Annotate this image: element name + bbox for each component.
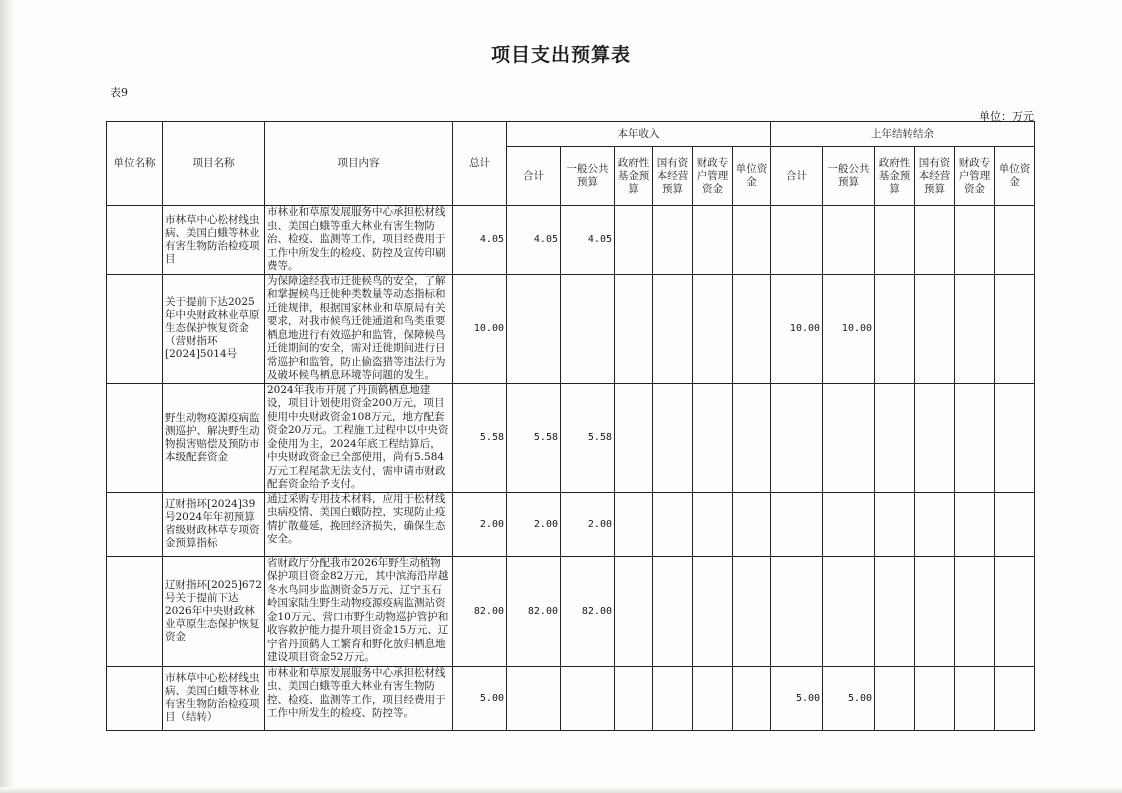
unit-name-cell [107,556,163,666]
cy-general-cell: 2.00 [561,492,615,556]
py-unit-cell [995,556,1035,666]
py-subtotal-cell [771,492,823,556]
cy-gov-fund-cell [615,383,653,492]
project-name-cell: 市林草中心松材线虫病、美国白蛾等林业有害生物防治检疫项目 [163,206,265,275]
py-gov-fund-cell [875,556,915,666]
project-content-cell: 市林业和草原发展服务中心承担松材线虫、美国白蛾等重大林业有害生物防控、检疫、监测等工作，项目经费用于工作中所发生的检疫、防控等。 [265,666,453,730]
scan-page-bottom-edge [0,787,1122,793]
py-state-cell [915,206,955,275]
project-name-cell: 市林草中心松材线虫病、美国白蛾等林业有害生物防治检疫项目（结转） [163,666,265,730]
py-unit-cell [995,666,1035,730]
header-project-name: 项目名称 [163,122,265,206]
unit-name-cell [107,666,163,730]
cy-unit-cell [733,274,771,383]
project-name-cell: 关于提前下达2025年中央财政林业草原生态保护恢复资金（营财指环[2024]5014号 [163,274,265,383]
py-gov-fund-cell [875,383,915,492]
py-gov-fund-cell [875,666,915,730]
unit-label: 单位：万元 [979,110,1034,123]
table-row [107,206,1035,275]
table-number: 表9 [110,86,128,99]
py-general-cell [823,383,875,492]
py-unit-cell [995,492,1035,556]
cy-state-cell [653,492,693,556]
project-content-cell: 市林业和草原发展服务中心承担松材线虫、美国白蛾等重大林业有害生物防治、检疫、监测等工作，项目经费用于工作中所发生的检疫、防控及宣传印刷费等。 [265,206,453,275]
cy-state-cell [653,383,693,492]
unit-name-cell [107,492,163,556]
project-name-cell: 野生动物疫源疫病监测巡护、解决野生动物损害赔偿及预防市本级配套资金 [163,383,265,492]
header-cy-subtotal: 合计 [507,147,561,206]
header-cy-gov-fund: 政府性基金预算 [615,147,653,206]
total-cell: 4.05 [453,206,507,275]
cy-state-cell [653,206,693,275]
cy-gov-fund-cell [615,492,653,556]
cy-unit-cell [733,206,771,275]
total-cell: 5.00 [453,666,507,730]
cy-state-cell [653,666,693,730]
py-subtotal-cell [771,206,823,275]
cy-general-cell [561,274,615,383]
cy-state-cell [653,274,693,383]
unit-name-cell [107,274,163,383]
project-content-cell: 省财政厅分配我市2026年野生动植物保护项目资金82万元，其中滨海沿岸越冬水鸟同步监测资金5万元、辽宁玉石岭国家陆生野生动物疫源疫病监测站资金10万元、营口市野生动物巡护管护和收容救护能力提升项目资金15万元、辽宁省丹顶鹤人工繁育和野化放归栖息地建设项目资金52万元。 [265,556,453,666]
py-fiscal-cell [955,206,995,275]
header-total: 总计 [453,122,507,206]
py-fiscal-cell [955,666,995,730]
total-cell: 5.58 [453,383,507,492]
cy-general-cell: 5.58 [561,383,615,492]
table-body [107,206,1035,731]
header-cy-general-public: 一般公共预算 [561,147,615,206]
cy-subtotal-cell: 2.00 [507,492,561,556]
unit-name-cell [107,206,163,275]
table-row [107,556,1035,666]
cy-unit-cell [733,492,771,556]
py-subtotal-cell: 10.00 [771,274,823,383]
py-subtotal-cell [771,556,823,666]
total-cell: 10.00 [453,274,507,383]
cy-fiscal-cell [693,556,733,666]
cy-unit-cell [733,383,771,492]
cy-unit-cell [733,556,771,666]
header-py-unit-funds: 单位资金 [995,147,1035,206]
cy-subtotal-cell [507,666,561,730]
py-gov-fund-cell [875,274,915,383]
cy-unit-cell [733,666,771,730]
py-unit-cell [995,274,1035,383]
project-expenditure-budget-table [106,121,1035,731]
py-state-cell [915,666,955,730]
py-general-cell [823,206,875,275]
header-current-year-income: 本年收入 [507,122,771,147]
table-row [107,383,1035,492]
header-project-content: 项目内容 [265,122,453,206]
cy-gov-fund-cell [615,556,653,666]
py-state-cell [915,492,955,556]
cy-gov-fund-cell [615,274,653,383]
py-general-cell: 5.00 [823,666,875,730]
py-state-cell [915,274,955,383]
cy-fiscal-cell [693,383,733,492]
py-fiscal-cell [955,383,995,492]
py-general-cell: 10.00 [823,274,875,383]
project-content-cell: 2024年我市开展了丹顶鹤栖息地建设，项目计划使用资金200万元，项目使用中央财政资金108万元，地方配套资金20万元。工程施工过程中以中央资金使用为主，2024年底工程结算后，中央财政资金已全部使用，尚有5.584万元工程尾款无法支付，需申请市财政配套资金给予支付。 [265,383,453,492]
py-gov-fund-cell [875,206,915,275]
table-row [107,492,1035,556]
header-py-general-public: 一般公共预算 [823,147,875,206]
table-row [107,666,1035,730]
header-cy-state-capital: 国有资本经营预算 [653,147,693,206]
total-cell: 2.00 [453,492,507,556]
cy-general-cell: 82.00 [561,556,615,666]
cy-general-cell [561,666,615,730]
header-py-state-capital: 国有资本经营预算 [915,147,955,206]
cy-fiscal-cell [693,492,733,556]
scan-page-edge [0,0,14,793]
header-py-fiscal-special: 财政专户管理资金 [955,147,995,206]
total-cell: 82.00 [453,556,507,666]
cy-fiscal-cell [693,206,733,275]
cy-subtotal-cell: 4.05 [507,206,561,275]
py-subtotal-cell: 5.00 [771,666,823,730]
cy-gov-fund-cell [615,666,653,730]
py-unit-cell [995,383,1035,492]
cy-general-cell: 4.05 [561,206,615,275]
header-cy-unit-funds: 单位资金 [733,147,771,206]
header-py-gov-fund: 政府性基金预算 [875,147,915,206]
header-unit-name: 单位名称 [107,122,163,206]
unit-name-cell [107,383,163,492]
cy-subtotal-cell: 5.58 [507,383,561,492]
py-gov-fund-cell [875,492,915,556]
py-state-cell [915,556,955,666]
cy-subtotal-cell: 82.00 [507,556,561,666]
table-header [107,122,1035,206]
cy-fiscal-cell [693,666,733,730]
py-subtotal-cell [771,383,823,492]
py-fiscal-cell [955,274,995,383]
header-cy-fiscal-special: 财政专户管理资金 [693,147,733,206]
cy-fiscal-cell [693,274,733,383]
header-prior-year-carryover: 上年结转结余 [771,122,1035,147]
py-unit-cell [995,206,1035,275]
project-content-cell: 为保障途经我市迁徙候鸟的安全，了解和掌握候鸟迁徙种类数量等动态指标和迁徙规律，根据国家林业和草原局有关要求，对我市候鸟迁徙通道和鸟类重要栖息地进行有效巡护和监管，保障候鸟迁徙期间的安全，需对迁徙期间进行日常巡护和监管，防止偷盗猎等违法行为及破坏候鸟栖息环境等问题的发生。 [265,274,453,383]
py-fiscal-cell [955,492,995,556]
py-general-cell [823,556,875,666]
page-title: 项目支出预算表 [490,44,631,66]
py-general-cell [823,492,875,556]
py-fiscal-cell [955,556,995,666]
cy-gov-fund-cell [615,206,653,275]
header-py-subtotal: 合计 [771,147,823,206]
project-content-cell: 通过采购专用技术材料，应用于松材线虫病疫情、美国白蛾防控，实现防止疫情扩散蔓延，挽回经济损失，确保生态安全。 [265,492,453,556]
cy-state-cell [653,556,693,666]
project-name-cell: 辽财指环[2024]39号2024年年初预算省级财政林草专项资金预算指标 [163,492,265,556]
cy-subtotal-cell [507,274,561,383]
table-row [107,274,1035,383]
project-name-cell: 辽财指环[2025]672号关于提前下达2026年中央财政林业草原生态保护恢复资金 [163,556,265,666]
py-state-cell [915,383,955,492]
